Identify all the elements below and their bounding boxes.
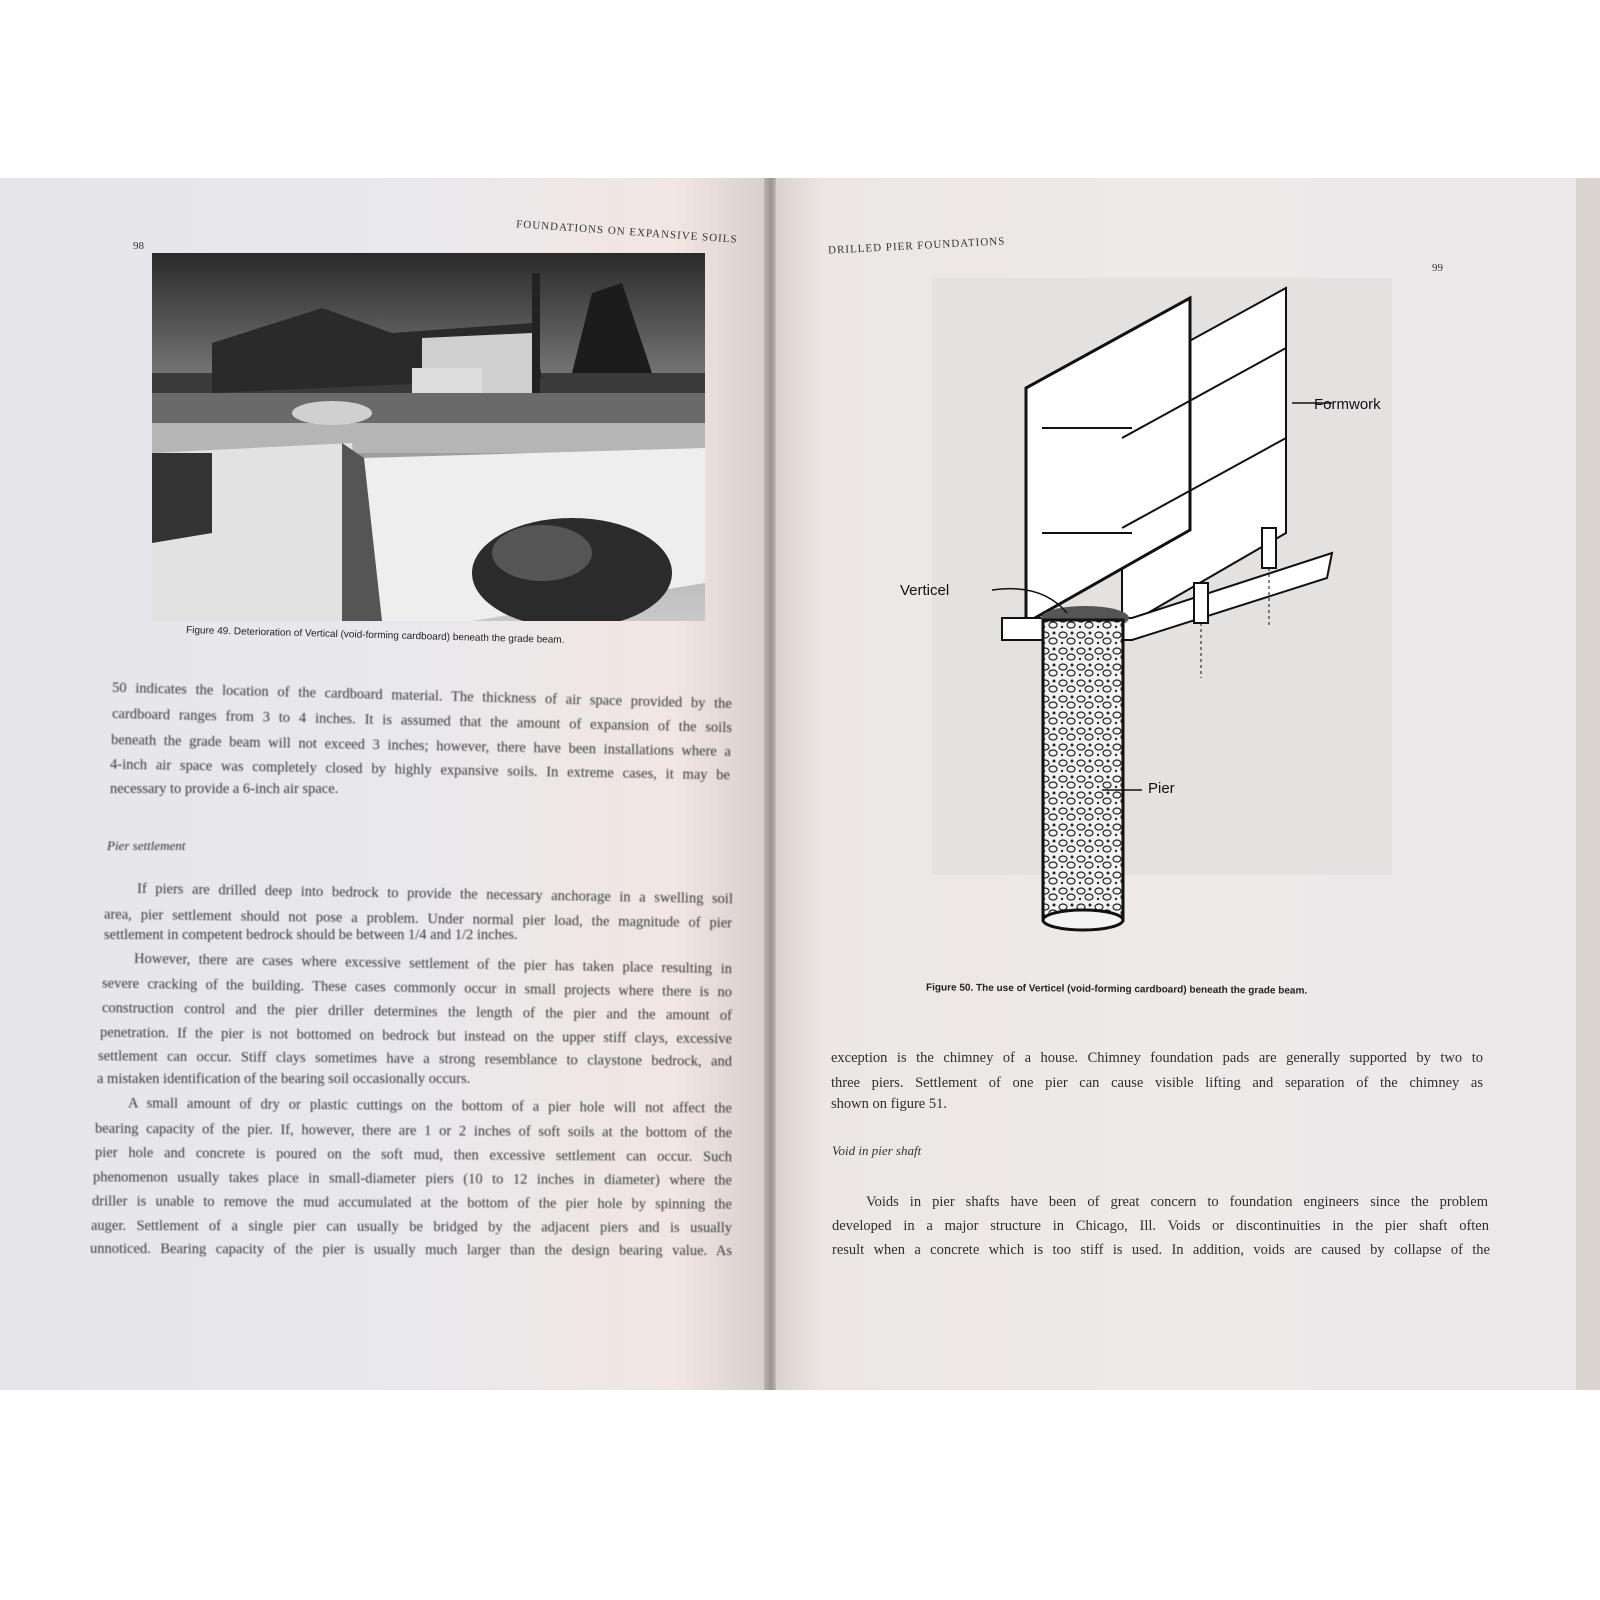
section-heading: Pier settlement — [107, 838, 186, 853]
page-number: 98 — [133, 240, 144, 252]
text-line: three piers. Settlement of one pier can cause visible lifting and separation of the chimney as — [831, 1075, 1483, 1091]
section-heading: Void in pier shaft — [832, 1143, 922, 1158]
text-line: bearing capacity of the pier. If, however, there are 1 or 2 inches of soft soils at the bottom of the — [94, 1120, 733, 1142]
text-line: settlement can occur. Stiff clays sometimes have a strong resemblance to claystone bedrock, and — [97, 1048, 733, 1070]
text-line: auger. Settlement of a single pier can usually be bridged by the adjacent piers and is usually — [90, 1217, 733, 1237]
text-line: 50 indicates the location of the cardboard material. The thickness of air space provided by the — [111, 679, 733, 713]
text-line: exception is the chimney of a house. Chimney foundation pads are generally supported by two to — [831, 1050, 1483, 1066]
text-line: shown on figure 51. — [831, 1096, 947, 1112]
text-line: penetration. If the pier is not bottomed on bedrock but instead on the upper stiff clays, excessive — [99, 1024, 733, 1048]
figure-49-photo — [152, 253, 705, 621]
left-page — [0, 178, 766, 1390]
figure-50-diagram — [932, 278, 1392, 978]
open-book — [0, 178, 1600, 1390]
text-line: 4-inch air space was completely closed by highly expansive soils. In extreme cases, it may be — [109, 756, 731, 784]
text-line: If piers are drilled deep into bedrock to provide the necessary anchorage in a swelling soil — [136, 880, 734, 908]
text-line: However, there are cases where excessive settlement of the pier has taken place resulting in — [133, 950, 733, 978]
page-number: 99 — [1432, 262, 1443, 274]
text-line: driller is unable to remove the mud accumulated at the bottom of the pier hole by spinning the — [91, 1193, 733, 1213]
text-line: area, pier settlement should not pose a problem. Under normal pier load, the magnitude of pier — [103, 906, 733, 932]
verticel-label: Verticel — [900, 582, 950, 599]
running-header: DRILLED PIER FOUNDATIONS — [827, 235, 1006, 257]
text-line: settlement in competent bedrock should be between 1/4 and 1/2 inches. — [104, 927, 518, 943]
formwork-label: Formwork — [1314, 396, 1381, 413]
text-line: construction control and the pier driller determines the length of the pier and the amount of — [101, 1000, 733, 1024]
text-line: result when a concrete which is too stiff is used. In addition, voids are caused by collapse of the — [832, 1242, 1490, 1258]
figure-caption: Figure 49. Deterioration of Vertical (void-forming cardboard) beneath the grade beam. — [185, 625, 565, 646]
text-line: a mistaken identification of the bearing soil occasionally occurs. — [97, 1071, 471, 1087]
text-line: Voids in pier shafts have been of great concern to foundation engineers since the problem — [866, 1194, 1488, 1210]
text-line: A small amount of dry or plastic cuttings on the bottom of a pier hole will not affect the — [127, 1095, 733, 1117]
pier-label: Pier — [1148, 780, 1175, 797]
text-line: cardboard ranges from 3 to 4 inches. It is assumed that the amount of expansion of the soils — [111, 705, 733, 737]
text-line: beneath the grade beam will not exceed 3 inches; however, there have been installations where a — [110, 732, 732, 760]
text-line: necessary to provide a 6-inch air space. — [110, 781, 339, 797]
text-line: phenomenon usually takes place in small-diameter piers (10 to 12 inches in diameter) where the — [92, 1169, 733, 1189]
right-page — [776, 178, 1576, 1390]
figure-caption: Figure 50. The use of Verticel (void-forming cardboard) beneath the grade beam. — [925, 982, 1308, 997]
text-line: pier hole and concrete is poured on the soft mud, then excessive settlement can occur. Such — [94, 1144, 733, 1166]
text-line: unnoticed. Bearing capacity of the pier is usually much larger than the design bearing value. As — [89, 1240, 733, 1260]
running-header: FOUNDATIONS ON EXPANSIVE SOILS — [515, 218, 738, 246]
text-line: severe cracking of the building. These cases commonly occur in small projects where there is no — [101, 975, 733, 1001]
text-line: developed in a major structure in Chicago, Ill. Voids or discontinuities in the pier shaft often — [832, 1218, 1489, 1234]
